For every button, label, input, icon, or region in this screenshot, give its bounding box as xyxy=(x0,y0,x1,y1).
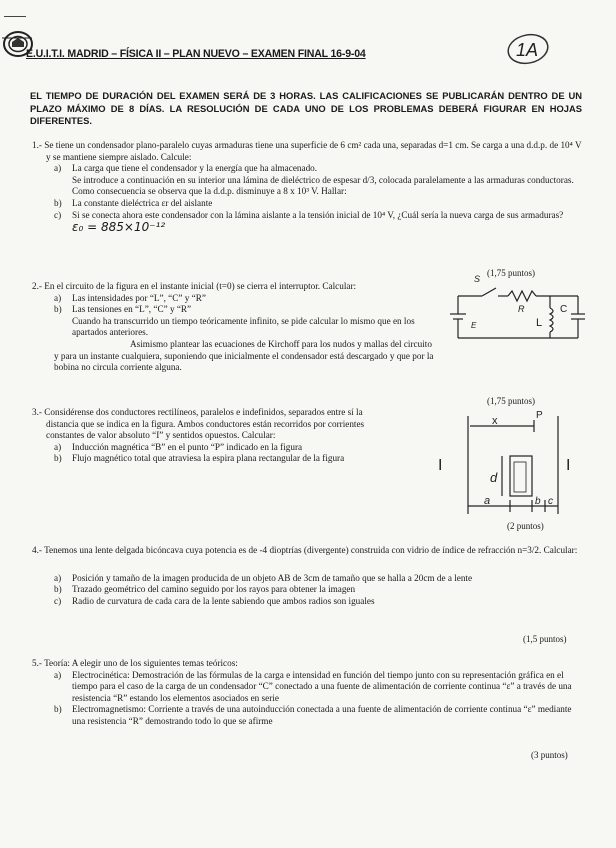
part-label: a) xyxy=(54,441,62,452)
question-1-part-c xyxy=(54,210,584,222)
badge-text: 1A xyxy=(516,40,539,60)
question-1-part-b xyxy=(54,198,584,210)
part-label: a) xyxy=(54,669,62,680)
part-text: Las intensidades por “L”, “C” y “R” xyxy=(72,292,206,303)
question-2-continuation-2: Asimismo plantear las ecuaciones de Kirchoff para los nudos y mallas del circuito y para un instante cualquiera, suponiendo que inicialmente el condensador está descargado y que por la bobina no circula corriente alguna. xyxy=(54,338,434,373)
handwritten-exam-number xyxy=(505,32,551,71)
part-text: Posición y tamaño de la imagen producida de un objeto AB de 3cm de tamaño que se halla a 20cm de a lente xyxy=(72,572,473,583)
handwritten-epsilon-note: ε₀ = 885×10⁻¹² xyxy=(72,220,166,235)
question-3-part-b xyxy=(54,453,392,465)
part-text: Inducción magnética “B” en el punto “P” indicado en la figura xyxy=(72,441,303,452)
question-1-continuation: Se introduce a continuación en su interior una lámina de dieléctrico de espesar d/3, colocada paralelamente a las armaduras conductoras. Como consecuencia se observa que la d.d.p. disminuye a 8 x 10³ V. Hallar: xyxy=(72,174,574,197)
distance-x-label: x xyxy=(492,415,498,427)
source-label: E xyxy=(471,321,477,330)
question-4-part-b xyxy=(54,584,584,596)
question-4 xyxy=(32,545,584,607)
width-a-label: a xyxy=(484,495,491,507)
part-text: Las tensiones en “L”, “C” y “R” xyxy=(72,304,192,315)
question-5-part-a xyxy=(54,670,584,705)
part-label: a) xyxy=(54,572,62,583)
question-5-part-b xyxy=(54,704,584,727)
question-4-part-c xyxy=(54,596,584,608)
parallel-conductors-figure xyxy=(430,408,590,525)
part-text: La carga que tiene el condensador y la energía que ha almacenado. xyxy=(72,163,318,174)
rlc-circuit-figure xyxy=(438,270,588,359)
part-label: a) xyxy=(54,292,62,303)
question-3-part-a xyxy=(54,442,392,454)
height-d-label: d xyxy=(490,470,498,485)
width-c-label: c xyxy=(548,496,553,507)
question-5 xyxy=(32,658,584,728)
part-label: b) xyxy=(54,304,62,315)
part-label: b) xyxy=(54,704,62,715)
question-3-stem: 3.- Considérense dos conductores rectilíneos, paralelos e indefinidos, separados entre sí la distancia que se indica en la figura. Ambos conductores están recorridos por corrientes constantes de valor absoluto “I” y sentidos opuestos. Calcular: xyxy=(32,407,365,441)
question-4-stem: 4.- Tenemos una lente delgada bicóncava cuya potencia es de -4 dioptrías (divergente) construida con vidrio de índice de refracción n=3/2. Calcular: xyxy=(32,545,578,555)
question-3-points-bottom: (2 puntos) xyxy=(507,521,544,531)
part-text: Electrocinética: Demostración de las fórmulas de la carga e intensidad en función del tiempo junto con su representación gráfica en el tiempo para el caso de la carga de un condensador “C” conectado a una fuente de alimentación de corriente continua “ε” a través de una resistencia “R” estando los elementos asociados en serie xyxy=(72,669,572,703)
current-left-label: I xyxy=(438,457,443,474)
part-label: a) xyxy=(54,163,62,174)
part-label: b) xyxy=(54,197,62,208)
inductor-label: L xyxy=(536,317,543,329)
exam-header-title: E.U.I.T.I. MADRID – FÍSICA II – PLAN NUEVO – EXAMEN FINAL 16-9-04 xyxy=(26,48,366,60)
part-label: c) xyxy=(54,209,62,220)
part-text: La constante dieléctrica εr del aislante xyxy=(72,197,213,208)
question-2-part-a xyxy=(54,293,437,305)
current-right-label: I xyxy=(566,457,571,474)
question-1-part-a xyxy=(54,163,584,198)
question-3-points-top: (1,75 puntos) xyxy=(487,396,535,406)
exam-instructions: EL TIEMPO DE DURACIÓN DEL EXAMEN SERÁ DE 3 HORAS. LAS CALIFICACIONES SE PUBLICARÁN DENTRO DE UN PLAZO MÁXIMO DE 8 DÍAS. LA RESOLUCIÓN DE CADA UNO DE LOS PROBLEMAS DEBERÁ FIGURAR EN HOJAS DIFERENTES. xyxy=(30,90,582,126)
question-5-points: (3 puntos) xyxy=(531,750,568,760)
point-p-label: P xyxy=(536,410,543,421)
part-text: Radio de curvatura de cada cara de la lente sabiendo que ambos radios son iguales xyxy=(72,595,375,606)
question-2-stem: 2.- En el circuito de la figura en el instante inicial (t=0) se cierra el interruptor. Calcular: xyxy=(32,281,357,291)
question-1-stem: 1.- Se tiene un condensador plano-paralelo cuyas armaduras tiene una superficie de 6 cm² cada una, separadas d=1 cm. Se carga a una d.d.p. de 10⁴ V y se mantiene siempre aislado. Calcule: xyxy=(32,140,582,162)
question-2-part-b xyxy=(54,304,437,339)
part-label: c) xyxy=(54,595,62,606)
width-b-label: b xyxy=(535,496,541,507)
part-text: Electromagnetismo: Corriente a través de una autoinducción conectada a una fuente de alimentación de corriente continua “ε” mediante una resistencia “R” demostrando todo lo que se afirme xyxy=(72,704,572,726)
part-label: b) xyxy=(54,453,62,464)
resistor-label: R xyxy=(518,304,525,314)
question-2 xyxy=(32,281,437,374)
question-3 xyxy=(32,407,392,465)
question-1 xyxy=(32,140,584,234)
part-label: b) xyxy=(54,584,62,595)
question-4-points: (1,5 puntos) xyxy=(523,634,567,644)
question-4-part-a xyxy=(54,573,584,585)
switch-label: S xyxy=(474,274,481,284)
question-5-stem: 5.- Teoría: A elegir uno de los siguientes temas teóricos: xyxy=(32,658,238,668)
logo-top-line xyxy=(4,16,26,17)
part-text: Trazado geométrico del camino seguido por los rayos para obtener la imagen xyxy=(72,584,356,595)
capacitor-label: C xyxy=(560,304,568,315)
part-text: Si se conecta ahora este condensador con la lámina aislante a la tensión inicial de 10⁴ V, ¿Cuál sería la nueva carga de sus armaduras? xyxy=(72,209,564,220)
question-2-points: (1,75 puntos) xyxy=(487,268,535,278)
question-2-continuation: Cuando ha transcurrido un tiempo teóricamente infinito, se pide calcular lo mismo que en los apartados anteriores. xyxy=(72,315,415,338)
part-text: Flujo magnético total que atraviesa la espira plana rectangular de la figura xyxy=(72,453,345,464)
